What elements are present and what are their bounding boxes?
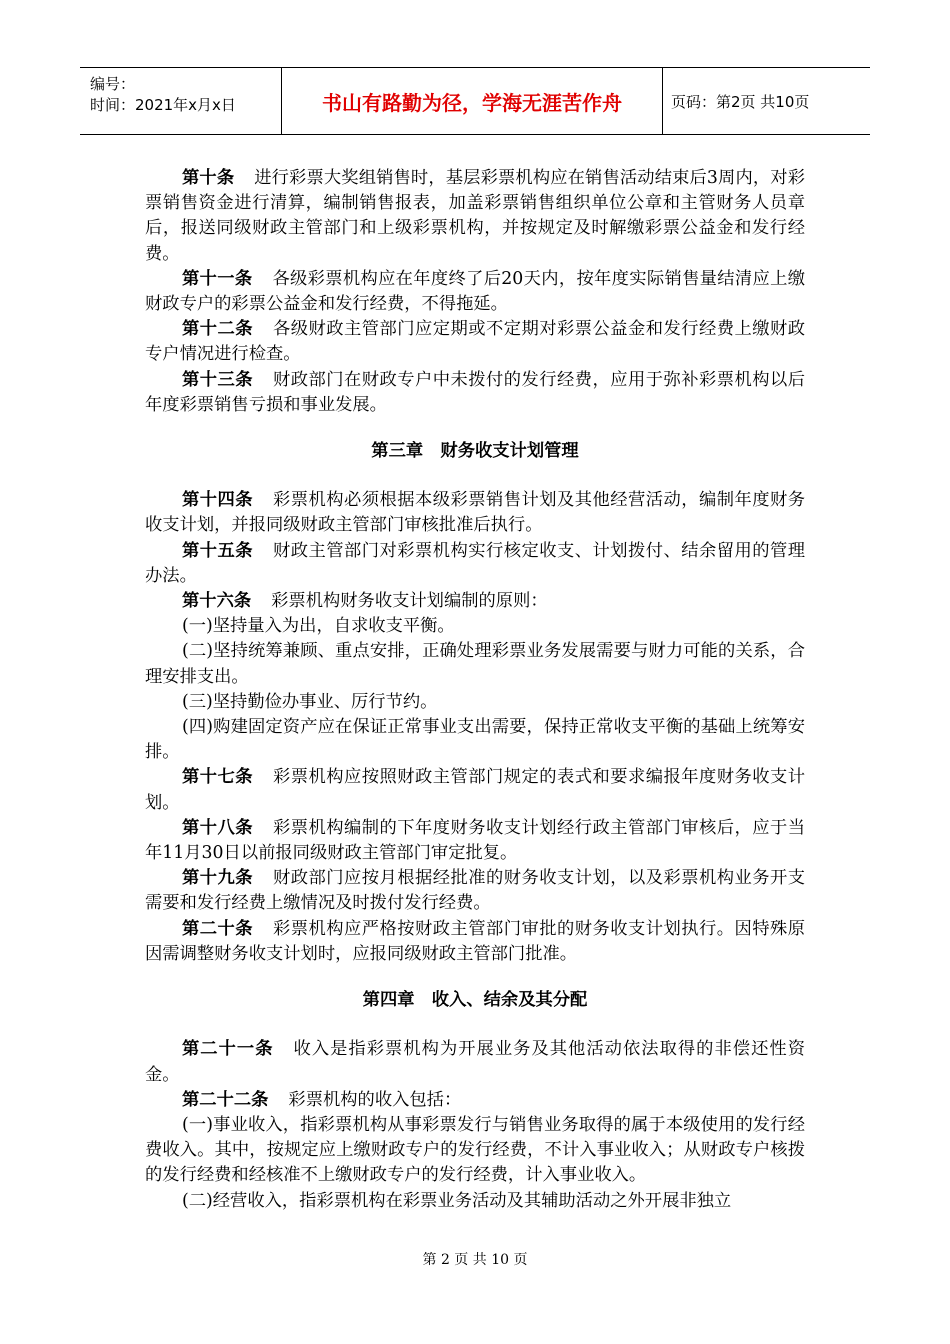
header-table <box>80 67 870 135</box>
article-text: 彩票机构的收入包括： <box>288 1089 462 1110</box>
article-title: 第十条 <box>182 168 235 188</box>
article-text: 进行彩票大奖组销售时，基层彩票机构应在销售活动结束后3周内，对彩票销售资金进行清算，编制销售报表，加盖彩票销售组织单位公章和主管财务人员章后，报送同级财政主管部门和上级彩票机构，并按规定及时解缴彩票公益金和发行经费。 <box>145 168 805 264</box>
article-text: (一)事业收入，指彩票机构从事彩票发行与销售业务取得的属于本级使用的发行经费收入。其中，按规定应上缴财政专户的发行经费，不计入事业收入；从财政专户核拨的发行经费和经核准不上缴财政专户的发行经费，计入事业收入。 <box>145 1114 805 1186</box>
article-paragraph <box>145 267 805 317</box>
article-text: (四)购建固定资产应在保证正常事业支出需要，保持正常收支平衡的基础上统筹安排。 <box>145 717 805 763</box>
article-paragraph <box>145 488 805 538</box>
section-articles-21-22 <box>145 1037 805 1213</box>
article-title: 第二十条 <box>182 918 253 939</box>
article-text: 财政部门应按月根据经批准的财务收支计划，以及彩票机构业务开支需要和发行经费上缴情况及时拨付发行经费。 <box>145 868 805 914</box>
article-title: 第十七条 <box>182 767 253 788</box>
article-paragraph <box>145 639 805 689</box>
article-text: 彩票机构财务收支计划编制的原则： <box>271 591 548 612</box>
article-title: 第十四条 <box>182 490 253 511</box>
article-text: 彩票机构应按照财政主管部门规定的表式和要求编报年度财务收支计划。 <box>145 767 805 813</box>
article-text: 各级财政主管部门应定期或不定期对彩票公益金和发行经费上缴财政专户情况进行检查。 <box>145 319 805 365</box>
article-text: 彩票机构编制的下年度财务收支计划经行政主管部门审核后，应于当年11月30日以前报同级财政主管部门审定批复。 <box>145 817 805 864</box>
article-title: 第二十一条 <box>182 1039 274 1060</box>
article-text: (二)坚持统筹兼顾、重点安排，正确处理彩票业务发展需要与财力可能的关系，合理安排支出。 <box>145 641 805 687</box>
number-label: 编号： <box>90 75 136 93</box>
article-title: 第十五条 <box>182 540 253 561</box>
article-title: 第二十二条 <box>182 1089 269 1110</box>
header-meta <box>80 68 282 134</box>
article-paragraph <box>145 539 805 589</box>
article-text: 各级彩票机构应在年度终了后20天内，按年度实际销售量结清应上缴财政专户的彩票公益金和发行经费，不得拖延。 <box>145 268 805 315</box>
article-paragraph <box>145 317 805 367</box>
page-footer: 第 2 页 共 10 页 <box>422 1252 528 1268</box>
article-title: 第十一条 <box>182 268 253 289</box>
chapter-3-title: 第三章 财务收支计划管理 <box>371 441 579 462</box>
article-paragraph <box>145 690 805 715</box>
article-paragraph <box>145 589 805 614</box>
article-paragraph <box>145 816 805 866</box>
article-paragraph <box>145 614 805 639</box>
article-paragraph <box>145 1088 805 1113</box>
article-title: 第十六条 <box>182 591 252 612</box>
article-paragraph <box>145 166 805 267</box>
section-articles-10-13 <box>145 166 805 418</box>
article-paragraph <box>145 1113 805 1189</box>
section-articles-14-20 <box>145 488 805 967</box>
time-label: 时间：2021年x月x日 <box>90 96 236 114</box>
article-text: 彩票机构必须根据本级彩票销售计划及其他经营活动，编制年度财务收支计划，并报同级财政主管部门审核批准后执行。 <box>145 490 805 536</box>
article-text: 财政主管部门对彩票机构实行核定收支、计划拨付、结余留用的管理办法。 <box>145 540 805 586</box>
article-title: 第十八条 <box>182 817 253 838</box>
chapter-4-title: 第四章 收入、结余及其分配 <box>362 990 588 1011</box>
article-text: (一)坚持量入为出，自求收支平衡。 <box>182 616 455 637</box>
page-label: 页码：第2页 共10页 <box>671 92 810 111</box>
article-paragraph <box>145 715 805 765</box>
motto: 书山有路勤为径，学海无涯苦作舟 <box>282 68 663 134</box>
article-text: (二)经营收入，指彩票机构在彩票业务活动及其辅助活动之外开展非独立 <box>182 1190 732 1211</box>
article-paragraph <box>145 1189 805 1214</box>
article-text: 财政部门在财政专户中未拨付的发行经费，应用于弥补彩票机构以后年度彩票销售亏损和事业发展。 <box>145 369 805 415</box>
article-title: 第十三条 <box>182 369 253 390</box>
article-paragraph <box>145 917 805 967</box>
article-title: 第十九条 <box>182 868 253 889</box>
article-paragraph <box>145 866 805 916</box>
article-text: (三)坚持勤俭办事业、厉行节约。 <box>182 691 438 712</box>
article-paragraph <box>145 765 805 815</box>
document-body <box>145 166 805 1214</box>
article-paragraph <box>145 368 805 418</box>
article-paragraph <box>145 1037 805 1087</box>
article-text: 彩票机构应严格按财政主管部门审批的财务收支计划执行。因特殊原因需调整财务收支计划时，应报同级财政主管部门批准。 <box>145 918 805 964</box>
article-text: 收入是指彩票机构为开展业务及其他活动依法取得的非偿还性资金。 <box>145 1039 805 1085</box>
article-title: 第十二条 <box>182 319 253 340</box>
